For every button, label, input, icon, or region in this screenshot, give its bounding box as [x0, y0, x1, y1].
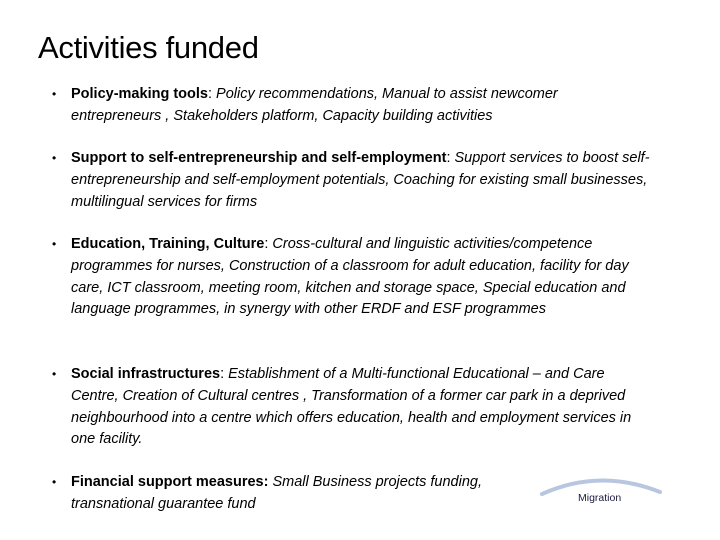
- bullet-label: Social infrastructures: [71, 366, 221, 382]
- bullet-item-social-infrastructures: [52, 364, 652, 451]
- bullet-label: Support to self-entrepreneurship and self-employment: [71, 150, 447, 166]
- bullet-symbol: •: [52, 367, 57, 381]
- bullet-body: Support services to boost self-entrepreneurship and self-employment potentials, Coaching for existing small businesses, multilingual services for firms: [71, 150, 650, 210]
- logo-text: Migration: [578, 492, 622, 504]
- bullet-body: Small Business projects funding, transnational guarantee fund: [71, 474, 483, 512]
- bullet-text: [71, 364, 652, 451]
- bullet-body: Cross-cultural and linguistic activities/competence programmes for nurses, Construction of a classroom for adult education, facility for day care, ICT classroom, meeting room, kitchen and storage space, Special education and language programmes, in synergy with other ERDF and ESF programmes: [71, 236, 629, 318]
- bullet-separator: :: [207, 86, 217, 102]
- bullet-item-financial-support: [52, 472, 522, 516]
- migration-logo: [540, 472, 662, 512]
- bullet-separator: :: [220, 366, 229, 382]
- bullet-item-education-training-culture: [52, 234, 652, 321]
- bullet-item-policy-making-tools: [52, 84, 652, 128]
- bullet-body: Establishment of a Multi-functional Educational – and Care Centre, Creation of Cultural centres , Transformation of a former car park in a deprived neighbourhood into a centre which offers education, health and employment services in one facility.: [71, 366, 632, 448]
- bullet-item-self-employment: [52, 148, 652, 213]
- bullet-symbol: •: [52, 151, 57, 165]
- bullet-label: Policy-making tools: [71, 86, 208, 102]
- bullet-label: Financial support measures:: [71, 474, 269, 490]
- bullet-body: Policy recommendations, Manual to assist newcomer entrepreneurs , Stakeholders platform, Capacity building activities: [71, 86, 558, 124]
- bullet-text: [71, 148, 652, 213]
- bullet-label: Education, Training, Culture: [71, 236, 265, 252]
- bullet-text: [71, 234, 652, 321]
- bullet-separator: :: [446, 150, 455, 166]
- bullet-symbol: •: [52, 87, 57, 101]
- bullet-symbol: •: [52, 237, 57, 251]
- slide-title: Activities funded: [38, 30, 259, 65]
- bullet-separator: :: [264, 236, 273, 252]
- bullet-symbol: •: [52, 475, 57, 489]
- bullet-text: [71, 84, 652, 128]
- bullet-text: [71, 472, 522, 516]
